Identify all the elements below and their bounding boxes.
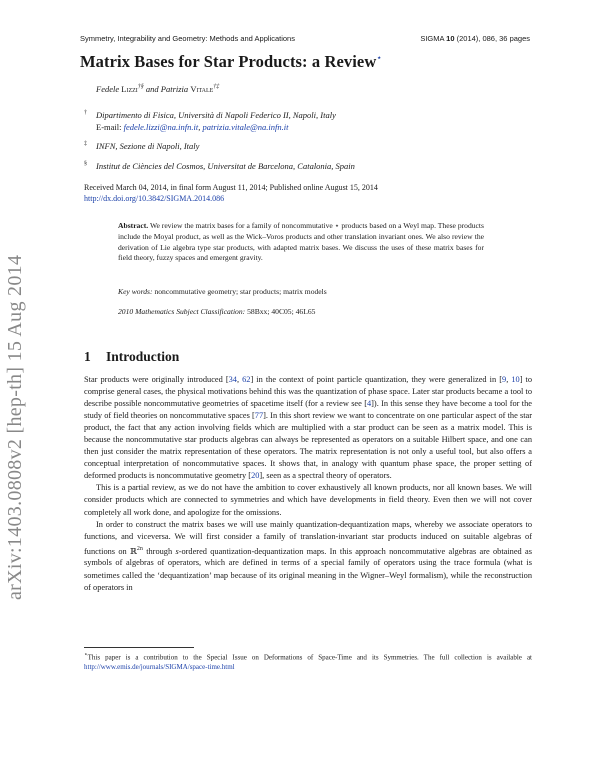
arxiv-stamp: arXiv:1403.0808v2 [hep-th] 15 Aug 2014 xyxy=(4,254,26,600)
journal-volume: 10 xyxy=(446,34,455,43)
author-joiner: and xyxy=(145,84,159,94)
text-run: ] to comprise general cases, the physical motivations behind this was the quantization of phase space. Later star products became a tool to describe possible noncommutative geometries of spacetime itself (for a review see [ xyxy=(84,375,533,409)
text-run: , xyxy=(506,375,512,384)
journal-name: Symmetry, Integrability and Geometry: Methods and Applications xyxy=(80,34,295,43)
msc-label: 2010 Mathematics Subject Classification: xyxy=(118,307,246,316)
paper-title-text: Matrix Bases for Star Products: a Review xyxy=(80,52,377,71)
author-second-given: Patrizia xyxy=(160,84,189,94)
affiliation-text: Institut de Ciències del Cosmos, Universitat de Barcelona, Catalonia, Spain xyxy=(96,161,355,171)
msc-classification xyxy=(118,307,498,316)
msc-text: 58Bxx; 40C05; 46L65 xyxy=(247,307,316,316)
footnote xyxy=(84,650,532,672)
footnote-link[interactable]: http://www.emis.de/journals/SIGMA/space-time.html xyxy=(84,663,235,672)
doi-link[interactable]: http://dx.doi.org/10.3842/SIGMA.2014.086 xyxy=(84,194,225,203)
affiliation-text: INFN, Sezione di Napoli, Italy xyxy=(96,141,200,151)
keywords-label: Key words: xyxy=(118,287,153,296)
email-link-lizzi[interactable]: fedele.lizzi@na.infn.it xyxy=(123,122,199,132)
text-run: Star products were originally introduced [ xyxy=(84,375,229,384)
italic-symbol: s xyxy=(175,546,179,556)
affiliation-3 xyxy=(84,161,355,171)
journal-abbrev: SIGMA xyxy=(420,34,445,43)
text-run: , xyxy=(236,375,243,384)
author-second-marks: †‡ xyxy=(213,84,220,91)
text-run: ] in the context of point particle quantization, they were generalized in [ xyxy=(250,375,503,384)
affiliation-mark: ‡ xyxy=(84,141,87,147)
footnote-mark: ⋆ xyxy=(84,652,88,658)
email-link-vitale[interactable]: patrizia.vitale@na.infn.it xyxy=(202,122,289,132)
abstract xyxy=(118,221,484,264)
citation-link[interactable]: 77 xyxy=(254,411,264,421)
text-run: -ordered quantization-dequantization maps. In this approach noncommutative algebras are obtained as symbols of algebras of operators, which are defined in terms of a special family of operators using the trace formula (what is sometimes called the ‘dequantization’ map because of its original meaning in the Wigner–Weyl formalism), while the reconstruction of operators in xyxy=(84,546,532,592)
email-line xyxy=(96,122,289,132)
citation-link[interactable]: 9 xyxy=(502,375,507,384)
section-title: Introduction xyxy=(106,349,180,364)
text-run: ]). In this sense they have become a tool for the study of field theories on noncommutative spaces [ xyxy=(84,399,532,421)
citation-link[interactable]: 10 xyxy=(511,375,520,384)
affiliation-1 xyxy=(84,110,336,120)
text-run: In order to construct the matrix bases we will use mainly quantization-dequantization maps, whereby we associate operators to functions, and viceversa. We will first consider a family of translation-invariant star products induced on suitable algebras of functions on ℝ xyxy=(84,519,532,556)
email-separator: , xyxy=(198,122,201,132)
citation-link[interactable]: 20 xyxy=(251,471,260,481)
paragraph-3 xyxy=(84,519,532,594)
running-head xyxy=(80,34,530,43)
paragraph-1 xyxy=(84,374,532,482)
journal-issue: (2014), 086, 36 pages xyxy=(456,34,530,43)
footnote-text: This paper is a contribution to the Special Issue on Deformations of Space-Time and its Symmetries. The full collection is available at xyxy=(87,653,532,662)
keywords-text: noncommutative geometry; star products; matrix models xyxy=(154,287,327,296)
paper-title xyxy=(80,52,382,72)
text-run: ]. In this short review we want to concentrate on one particular aspect of the star product, the fact that any action involving fields which are multiplied with a star product can be seen as a matrix model. This is because the noncommutative star products algebras can always be represented as operators on a suitable Hilbert space, and one can then just consider the matrix representation of these operators. The matrix representation is not only a useful tool, but also offers a conceptual interpretation of noncommutative spaces. It shows that, in analogy with quantum phase space, the proper setting of deformed products is noncommutative geometry [ xyxy=(84,411,533,481)
affiliation-mark: † xyxy=(84,110,87,116)
text-run: through xyxy=(142,546,176,556)
author-list xyxy=(96,84,219,94)
affiliation-text: Dipartimento di Fisica, Università di Napoli Federico II, Napoli, Italy xyxy=(96,110,336,120)
citation-link[interactable]: 34 xyxy=(228,375,237,384)
abstract-text: We review the matrix bases for a family of noncommutative ⋆ products based on a Weyl map. These products include the Moyal product, as well as the Wick–Voros products and other translation invariant ones. We also review the derivation of Lie algebra type star products, with adapted matrix bases. We discuss the uses of these matrix bases for field theory, fuzzy spaces and emergent gravity. xyxy=(118,221,484,263)
section-number: 1 xyxy=(84,349,91,364)
citation-link[interactable]: 4 xyxy=(366,399,372,409)
affiliation-mark: § xyxy=(84,161,87,167)
body-text xyxy=(84,374,532,594)
title-footnote-mark[interactable]: ⋆ xyxy=(376,52,383,63)
abstract-label: Abstract. xyxy=(118,221,149,230)
superscript: 2n xyxy=(136,545,143,552)
author-first-given: Fedele xyxy=(96,84,120,94)
publication-dates: Received March 04, 2014, in final form August 11, 2014; Published online August 15, 2014 xyxy=(84,183,378,192)
affiliation-2 xyxy=(84,141,199,151)
author-second-family: Vitale xyxy=(190,84,214,94)
keywords xyxy=(118,287,498,296)
citation-link[interactable]: 62 xyxy=(242,375,251,384)
author-first-marks: †§ xyxy=(137,84,144,91)
text-run: ], seen as a spectral theory of operators. xyxy=(259,471,392,481)
footnote-divider xyxy=(84,647,194,648)
author-first-family: Lizzi xyxy=(121,84,138,94)
paragraph-2: This is a partial review, as we do not have the ambition to cover exhaustively all known products, nor all known bases. We will consider products which are connected to symmetries and which have developments in field theory. Even then we will not cover completely all work done, and apologize for the omissions. xyxy=(84,483,532,517)
section-heading xyxy=(84,349,179,365)
journal-citation xyxy=(420,34,530,43)
email-label: E-mail: xyxy=(96,122,122,132)
